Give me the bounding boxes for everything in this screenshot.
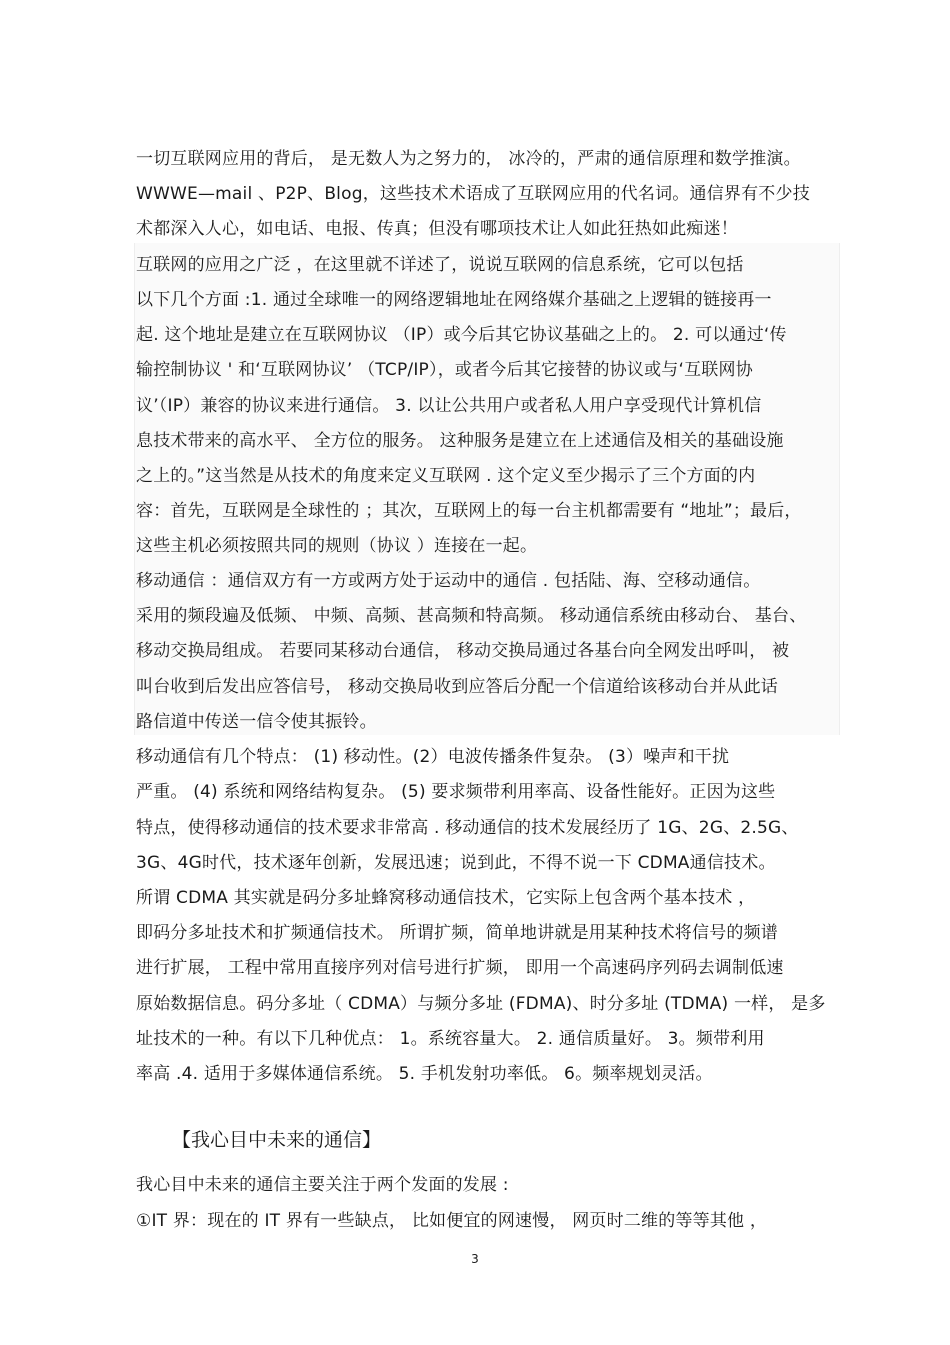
text-line: 起. 这个地址是建立在互联网协议 （IP）或今后其它协议基础之上的。 2. 可以通过‘传	[136, 325, 787, 345]
text-line: 率高 .4. 适用于多媒体通信系统。 5. 手机发射功率低。 6。频率规划灵活。	[136, 1064, 713, 1084]
text-line: 采用的频段遍及低频、 中频、高频、甚高频和特高频。 移动通信系统由移动台、 基台、	[136, 606, 807, 626]
text-line: 议’（IP）兼容的协议来进行通信。 3. 以让公共用户或者私人用户享受现代计算机信	[136, 396, 762, 416]
text-line: 即码分多址技术和扩频通信技术。 所谓扩频，简单地讲就是用某种技术将信号的频谱	[136, 923, 779, 943]
text-line: 3G、4G时代，技术逐年创新，发展迅速；说到此，不得不说一下 CDMA通信技术。	[136, 853, 776, 873]
text-line: 一切互联网应用的背后， 是无数人为之努力的， 冰冷的，严肃的通信原理和数学推演。	[136, 149, 801, 169]
text-line: 输控制协议 ' 和‘互联网协议’ （TCP/IP），或者今后其它接替的协议或与‘互联网协	[136, 360, 753, 380]
text-line: 我心目中未来的通信主要关注于两个发面的发展 :	[136, 1175, 509, 1195]
text-line: 移动通信有几个特点： (1) 移动性。(2）电波传播条件复杂。 (3）噪声和干扰	[136, 747, 730, 767]
text-line: 叫台收到后发出应答信号， 移动交换局收到应答后分配一个信道给该移动台并从此话	[136, 677, 779, 697]
text-line: 移动交换局组成。 若要同某移动台通信， 移动交换局通过各基台向全网发出呼叫， 被	[136, 641, 790, 661]
text-line: ①IT 界：现在的 IT 界有一些缺点， 比如便宜的网速慢， 网页时二维的等等其他 ，	[136, 1211, 768, 1231]
text-line: 互联网的应用之广泛 ，在这里就不详述了，说说互联网的信息系统，它可以包括	[136, 255, 744, 275]
section-heading: 【我心目中未来的通信】	[172, 1129, 382, 1151]
text-line: 移动通信 ：通信双方有一方或两方处于运动中的通信 . 包括陆、海、空移动通信。	[136, 571, 761, 591]
text-line: WWWE—mail 、P2P、Blog，这些技术术语成了互联网应用的代名词。通信界有不少技	[136, 184, 810, 204]
text-line: 址技术的一种。有以下几种优点： 1。系统容量大。 2. 通信质量好。 3。频带利用	[136, 1029, 765, 1049]
text-line: 进行扩展， 工程中常用直接序列对信号进行扩频， 即用一个高速码序列码去调制低速	[136, 958, 784, 978]
text-line: 术都深入人心，如电话、电报、传真；但没有哪项技术让人如此狂热如此痴迷！	[136, 219, 738, 239]
text-line: 所谓 CDMA 其实就是码分多址蜂窝移动通信技术，它实际上包含两个基本技术 ，	[136, 888, 756, 908]
text-line: 严重。 (4) 系统和网络结构复杂。 (5) 要求频带利用率高、设备性能好。正因为这些	[136, 782, 776, 802]
text-line: 以下几个方面 :1. 通过全球唯一的网络逻辑地址在网络媒介基础之上逻辑的链接再一	[136, 290, 772, 310]
text-line: 特点，使得移动通信的技术要求非常高 . 移动通信的技术发展经历了 1G、2G、2.5G、	[136, 818, 799, 838]
text-line: 原始数据信息。码分多址（ CDMA）与频分多址 (FDMA)、时分多址 (TDMA) 一样， 是多	[136, 994, 826, 1014]
text-line: 息技术带来的高水平、 全方位的服务。 这种服务是建立在上述通信及相关的基础设施	[136, 431, 784, 451]
page-number: 3	[471, 1252, 479, 1266]
text-line: 容：首先，互联网是全球性的 ；其次，互联网上的每一台主机都需要有 “地址”；最后，	[136, 501, 802, 521]
text-line: 这些主机必须按照共同的规则（协议 ）连接在一起。	[136, 536, 538, 556]
text-line: 之上的。”这当然是从技术的角度来定义互联网 . 这个定义至少揭示了三个方面的内	[136, 466, 756, 486]
text-line: 路信道中传送一信令使其振铃。	[136, 712, 377, 732]
